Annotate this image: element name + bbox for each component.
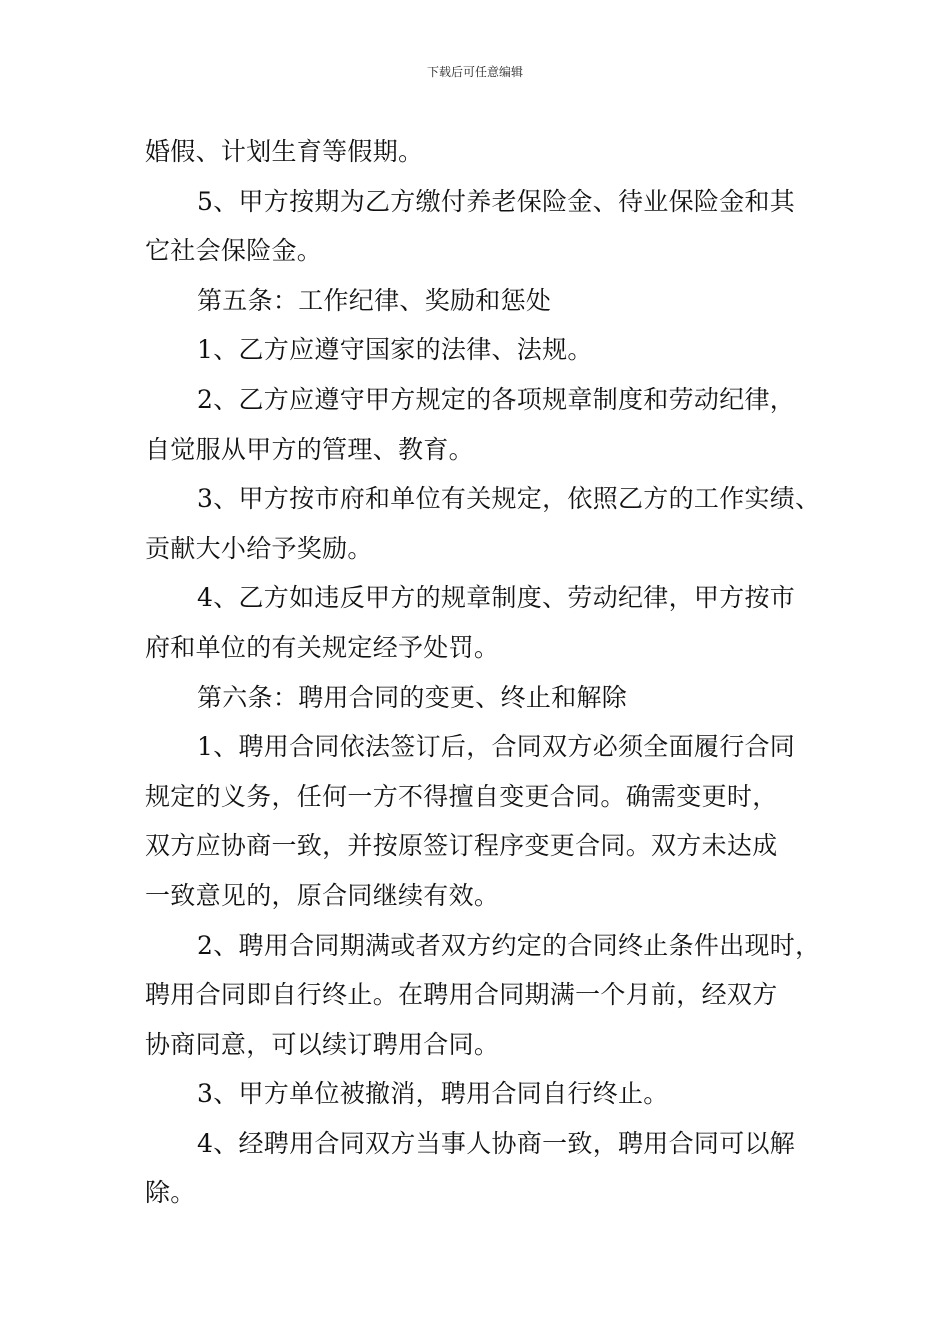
- text-line: 4、乙方如违反甲方的规章制度、劳动纪律，甲方按市: [197, 583, 796, 613]
- text-line: 3、甲方按市府和单位有关规定，依照乙方的工作实绩、: [197, 484, 821, 514]
- text-line: 除。: [145, 1178, 196, 1208]
- text-line: 2、聘用合同期满或者双方约定的合同终止条件出现时，: [197, 930, 821, 960]
- text-line: 自觉服从甲方的管理、教育。: [145, 434, 474, 464]
- text-line: 府和单位的有关规定经予处罚。: [145, 632, 500, 662]
- text-line: 1、聘用合同依法签订后，合同双方必须全面履行合同: [197, 732, 796, 762]
- text-line: 聘用合同即自行终止。在聘用合同期满一个月前，经双方: [145, 980, 778, 1010]
- section-heading: 第五条：工作纪律、奖励和惩处: [197, 285, 552, 315]
- section-heading: 第六条：聘用合同的变更、终止和解除: [197, 682, 628, 712]
- text-line: 一致意见的，原合同继续有效。: [145, 880, 500, 910]
- text-line: 贡献大小给予奖励。: [145, 533, 373, 563]
- text-line: 双方应协商一致，并按原签订程序变更合同。双方未达成: [145, 831, 778, 861]
- text-line: 2、乙方应遵守甲方规定的各项规章制度和劳动纪律，: [197, 384, 796, 414]
- text-line: 它社会保险金。: [145, 236, 323, 266]
- page-header: 下载后可任意编辑: [426, 65, 523, 79]
- text-line: 4、经聘用合同双方当事人协商一致，聘用合同可以解: [197, 1128, 796, 1158]
- document-body: [145, 127, 825, 1218]
- text-line: 协商同意，可以续订聘用合同。: [145, 1029, 500, 1059]
- text-line: 5、甲方按期为乙方缴付养老保险金、待业保险金和其: [197, 186, 796, 216]
- text-line: 规定的义务，任何一方不得擅自变更合同。确需变更时，: [145, 781, 778, 811]
- text-line: 婚假、计划生育等假期。: [145, 137, 424, 166]
- text-line: 1、乙方应遵守国家的法律、法规。: [197, 335, 593, 365]
- text-line: 3、甲方单位被撤消，聘用合同自行终止。: [197, 1079, 669, 1109]
